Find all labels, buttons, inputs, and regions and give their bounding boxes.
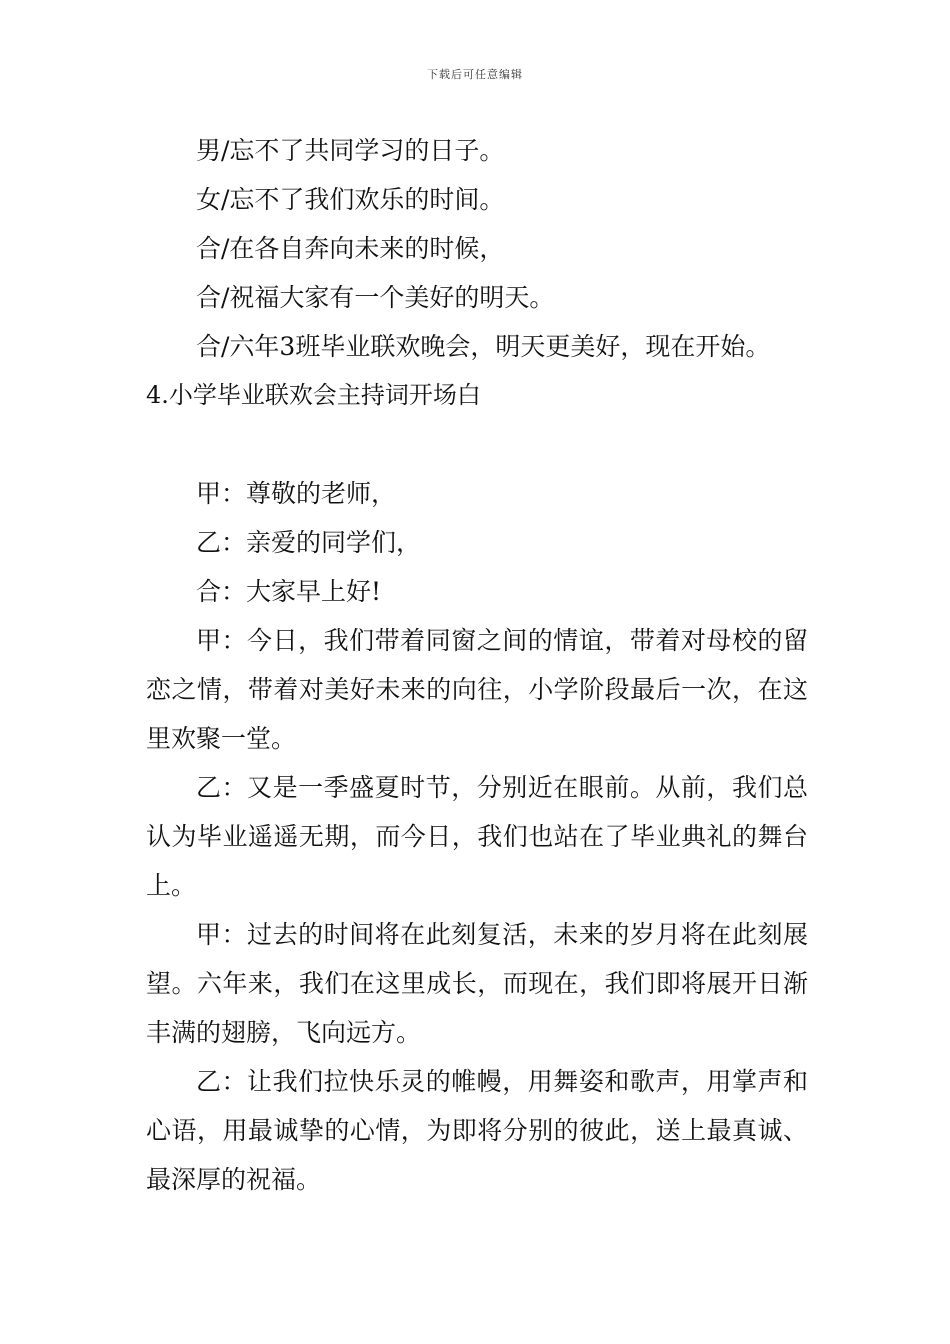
script-line: 合/祝福大家有一个美好的明天。 [196, 283, 555, 312]
script-line: 男/忘不了共同学习的日子。 [196, 136, 505, 165]
document-body [146, 126, 808, 1204]
paragraph: 甲：过去的时间将在此刻复活，未来的岁月将在此刻展望。六年来，我们在这里成长，而现在，我们即将展开日渐丰满的翅膀，飞向远方。 [146, 920, 808, 1047]
opening-line: 乙：亲爱的同学们， [196, 528, 422, 557]
paragraph: 乙：又是一季盛夏时节，分别近在眼前。从前，我们总认为毕业遥遥无期，而今日，我们也站在了毕业典礼的舞台上。 [146, 773, 808, 900]
script-line: 女/忘不了我们欢乐的时间。 [196, 185, 505, 214]
opening-line: 合：大家早上好! [196, 577, 382, 606]
script-line: 合/在各自奔向未来的时候， [196, 234, 505, 263]
paragraph: 甲：今日，我们带着同窗之间的情谊，带着对母校的留恋之情，带着对美好未来的向往，小学阶段最后一次，在这里欢聚一堂。 [146, 626, 808, 753]
header-note: 下载后可任意编辑 [427, 68, 523, 81]
script-line: 合/六年3班毕业联欢晚会，明天更美好，现在开始。 [196, 332, 771, 361]
blank-line [146, 420, 808, 469]
opening-line: 甲：尊敬的老师， [196, 479, 397, 508]
section-heading: 4.小学毕业联欢会主持词开场白 [146, 381, 481, 409]
paragraph: 乙：让我们拉快乐灵的帷幔，用舞姿和歌声，用掌声和心语，用最诚挚的心情，为即将分别的彼此，送上最真诚、最深厚的祝福。 [146, 1067, 808, 1194]
